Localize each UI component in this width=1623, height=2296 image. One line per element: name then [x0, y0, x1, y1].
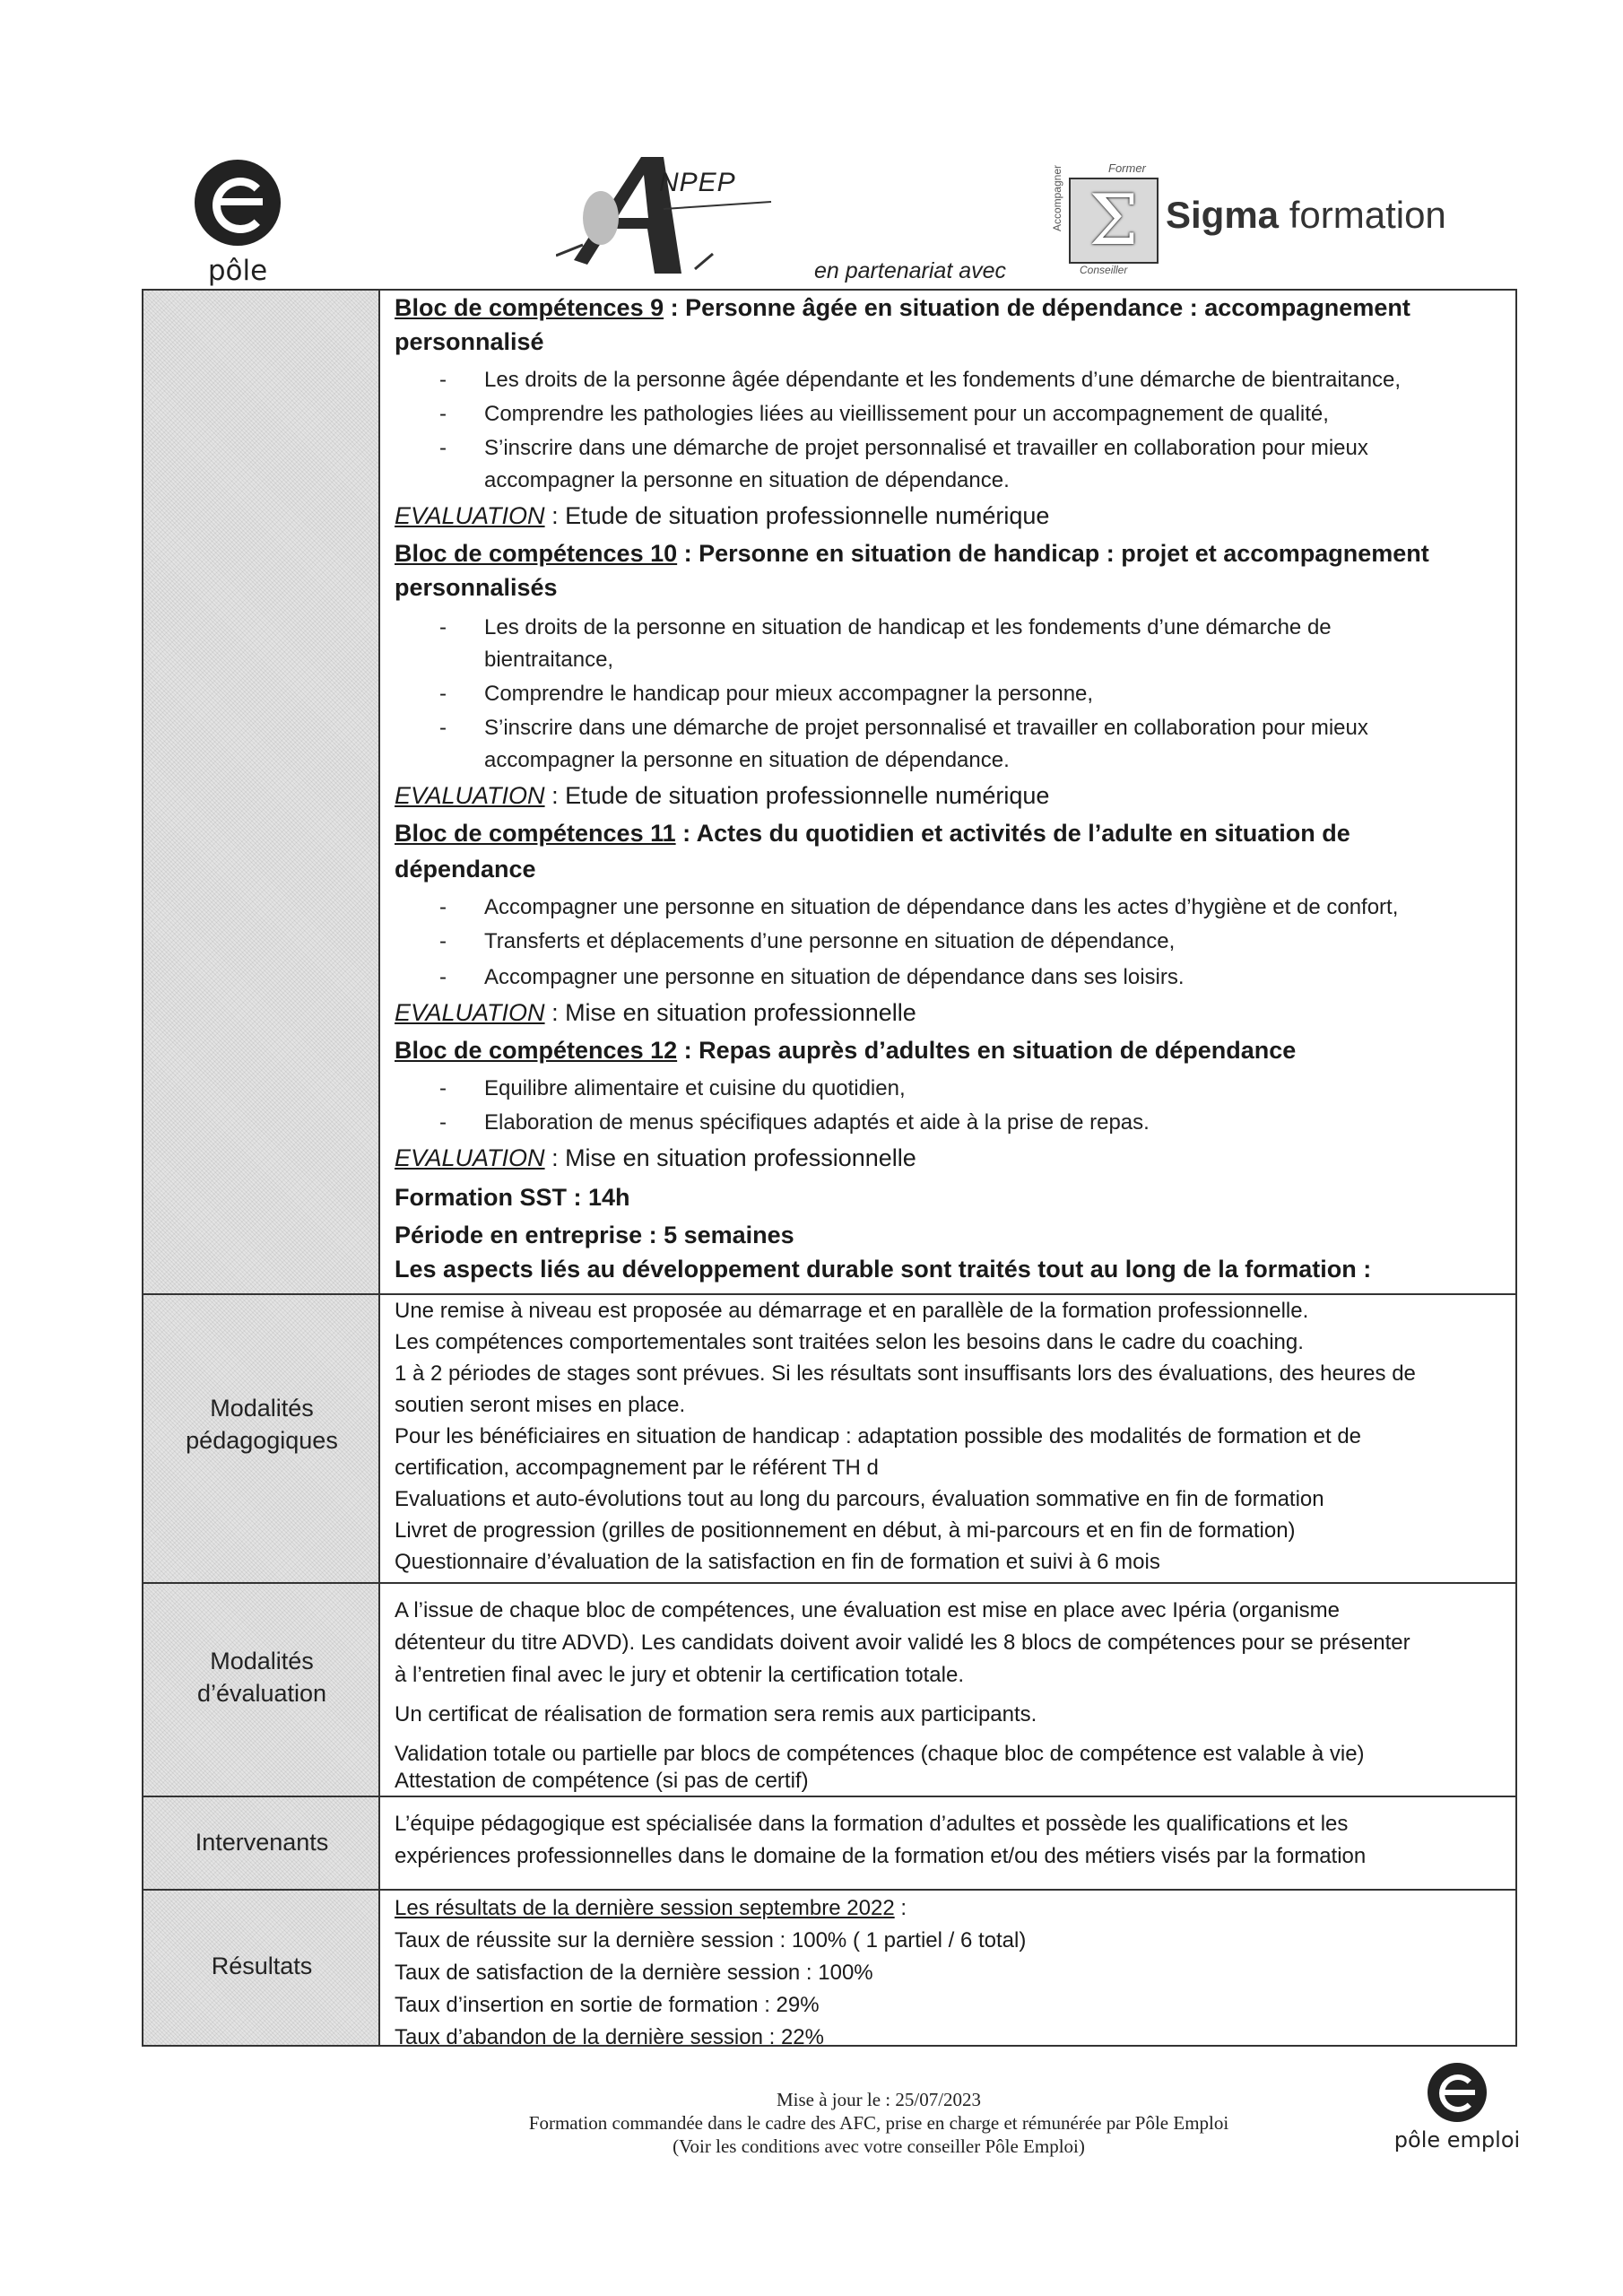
label-column — [143, 291, 380, 2045]
developpement-durable: Les aspects liés au développement durable sont traités tout au long de la formation : — [395, 1256, 1372, 1283]
text-line: Les compétences comportementales sont traitées selon les besoins dans le cadre du coaching. — [395, 1330, 1304, 1354]
list-item: - Accompagner une personne en situation de dépendance dans ses loisirs. — [439, 965, 1185, 989]
bloc-12-evaluation: EVALUATION : Mise en situation professionnelle — [395, 1144, 916, 1171]
resultats-heading: Les résultats de la dernière session septembre 2022 : — [395, 1896, 907, 1920]
text-line: Livret de progression (grilles de positionnement en début, à mi-parcours et en fin de formation) — [395, 1518, 1296, 1543]
bloc-11-evaluation: EVALUATION : Mise en situation professionnelle — [395, 999, 916, 1026]
text-line: L’équipe pédagogique est spécialisée dans la formation d’adultes et possède les qualifications et les — [395, 1812, 1349, 1836]
pole-emploi-footer-logo — [1390, 2063, 1524, 2152]
sigma-tagline-bottom: Conseiller — [1080, 264, 1128, 276]
list-item-cont: accompagner la personne en situation de dépendance. — [484, 468, 1010, 492]
sigma-tagline-side: Accompagner — [1051, 165, 1063, 232]
text-line: soutien seront mises en place. — [395, 1393, 686, 1417]
text-line: Evaluations et auto-évolutions tout au long du parcours, évaluation sommative en fin de formation — [395, 1487, 1324, 1511]
list-item: - S’inscrire dans une démarche de projet personnalisé et travailler en collaboration pour mieux — [439, 436, 1368, 460]
row-divider — [143, 1796, 1515, 1797]
text-line: Taux d’insertion en sortie de formation : 29% — [395, 1993, 820, 2017]
bloc-9-evaluation: EVALUATION : Etude de situation professionnelle numérique — [395, 502, 1050, 529]
sigma-formation-logo — [1051, 160, 1488, 276]
text-line: Pour les bénéficiaires en situation de handicap : adaptation possible des modalités de formation et de — [395, 1424, 1362, 1448]
resultats-label: Résultats — [211, 1952, 313, 1979]
formation-sst: Formation SST : 14h — [395, 1184, 630, 1211]
anpep-logo-text: NPEP — [659, 168, 736, 197]
bloc-11-title-cont: dépendance — [395, 856, 536, 883]
pole-emploi-e-icon — [195, 160, 281, 246]
intervenants-label: Intervenants — [195, 1829, 329, 1856]
bloc-10-title-cont: personnalisés — [395, 574, 558, 601]
text-line: Taux de satisfaction de la dernière session : 100% — [395, 1961, 873, 1985]
bloc-11-title: Bloc de compétences 11 : Actes du quotidien et activités de l’adulte en situation de — [395, 820, 1350, 847]
list-item: - Accompagner une personne en situation de dépendance dans les actes d’hygiène et de confort, — [439, 895, 1399, 919]
list-item-cont: bientraitance, — [484, 648, 614, 672]
list-item: - Elaboration de menus spécifiques adaptés et aide à la prise de repas. — [439, 1110, 1150, 1135]
list-item: - Comprendre les pathologies liées au vieillissement pour un accompagnement de qualité, — [439, 402, 1329, 426]
text-line: Taux d’abandon de la dernière session : 22% — [395, 2025, 824, 2049]
footer-afc-note: Formation commandée dans le cadre des AFC, prise en charge et rémunérée par Pôle Emploi — [528, 2112, 1229, 2134]
row-divider — [143, 1293, 1515, 1295]
text-line: Validation totale ou partielle par blocs de compétences (chaque bloc de compétence est valable à vie) — [395, 1742, 1365, 1766]
text-line: 1 à 2 périodes de stages sont prévues. Si les résultats sont insuffisants lors des évaluations, des heures de — [395, 1361, 1416, 1386]
programme-table — [142, 289, 1517, 2047]
periode-entreprise: Période en entreprise : 5 semaines — [395, 1222, 794, 1248]
row-divider — [143, 1889, 1515, 1891]
list-item-cont: accompagner la personne en situation de dépendance. — [484, 748, 1010, 772]
text-line: Taux de réussite sur la dernière session : 100% ( 1 partiel / 6 total) — [395, 1928, 1027, 1952]
page-footer — [377, 2088, 1381, 2158]
update-date: Mise à jour le : 25/07/2023 — [776, 2089, 982, 2110]
list-item: - Les droits de la personne en situation de handicap et les fondements d’une démarche de — [439, 615, 1332, 639]
bloc-9-title-cont: personnalisé — [395, 328, 544, 355]
pole-emploi-footer-text: pôle emploi — [1393, 2127, 1521, 2152]
list-item: - Les droits de la personne âgée dépendante et les fondements d’une démarche de bientraitance, — [439, 368, 1402, 392]
list-item: - Transferts et déplacements d’une personne en situation de dépendance, — [439, 929, 1176, 953]
bloc-10-title: Bloc de compétences 10 : Personne en situation de handicap : projet et accompagnement — [395, 540, 1429, 567]
text-line: Un certificat de réalisation de formation sera remis aux participants. — [395, 1702, 1037, 1726]
footer-conditions-note: (Voir les conditions avec votre conseiller Pôle Emploi) — [673, 2135, 1085, 2157]
list-item: - Comprendre le handicap pour mieux accompagner la personne, — [439, 682, 1094, 706]
text-line: Questionnaire d’évaluation de la satisfaction en fin de formation et suivi à 6 mois — [395, 1550, 1160, 1574]
sigma-icon: Σ — [1069, 178, 1159, 264]
bloc-12-title: Bloc de compétences 12 : Repas auprès d’adultes en situation de dépendance — [395, 1037, 1297, 1064]
modalites-pedagogiques-label: Modalités pédagogiques — [186, 1395, 338, 1454]
sigma-tagline-top: Former — [1108, 161, 1146, 175]
text-line: A l’issue de chaque bloc de compétences, une évaluation est mise en place avec Ipéria (organisme — [395, 1598, 1340, 1622]
list-item: - S’inscrire dans une démarche de projet personnalisé et travailler en collaboration pour mieux — [439, 716, 1368, 740]
list-item: - Equilibre alimentaire et cuisine du quotidien, — [439, 1076, 906, 1100]
text-line: à l’entretien final avec le jury et obtenir la certification totale. — [395, 1663, 965, 1687]
sigma-logo-text: Sigma formation — [1166, 194, 1446, 236]
partnership-caption: en partenariat avec — [814, 258, 1007, 283]
text-line: Une remise à niveau est proposée au démarrage et en parallèle de la formation professionnelle. — [395, 1299, 1309, 1323]
text-line: Attestation de compétence (si pas de certif) — [395, 1769, 809, 1793]
text-line: expériences professionnelles dans le domaine de la formation et/ou des métiers visés par la formation — [395, 1844, 1367, 1868]
text-line: certification, accompagnement par le référent TH d — [395, 1456, 879, 1480]
modalites-evaluation-label: Modalités d’évaluation — [196, 1648, 327, 1707]
row-divider — [143, 1582, 1515, 1584]
pole-emploi-logo-text: pôle — [207, 255, 268, 287]
anpep-logo — [556, 148, 789, 283]
text-line: détenteur du titre ADVD). Les candidats doivent avoir validé les 8 blocs de compétences pour se présenter — [395, 1631, 1410, 1655]
bloc-10-evaluation: EVALUATION : Etude de situation professionnelle numérique — [395, 782, 1050, 809]
pole-emploi-e-icon — [1428, 2063, 1487, 2122]
bloc-9-title: Bloc de compétences 9 : Personne âgée en situation de dépendance : accompagnement — [395, 294, 1410, 321]
